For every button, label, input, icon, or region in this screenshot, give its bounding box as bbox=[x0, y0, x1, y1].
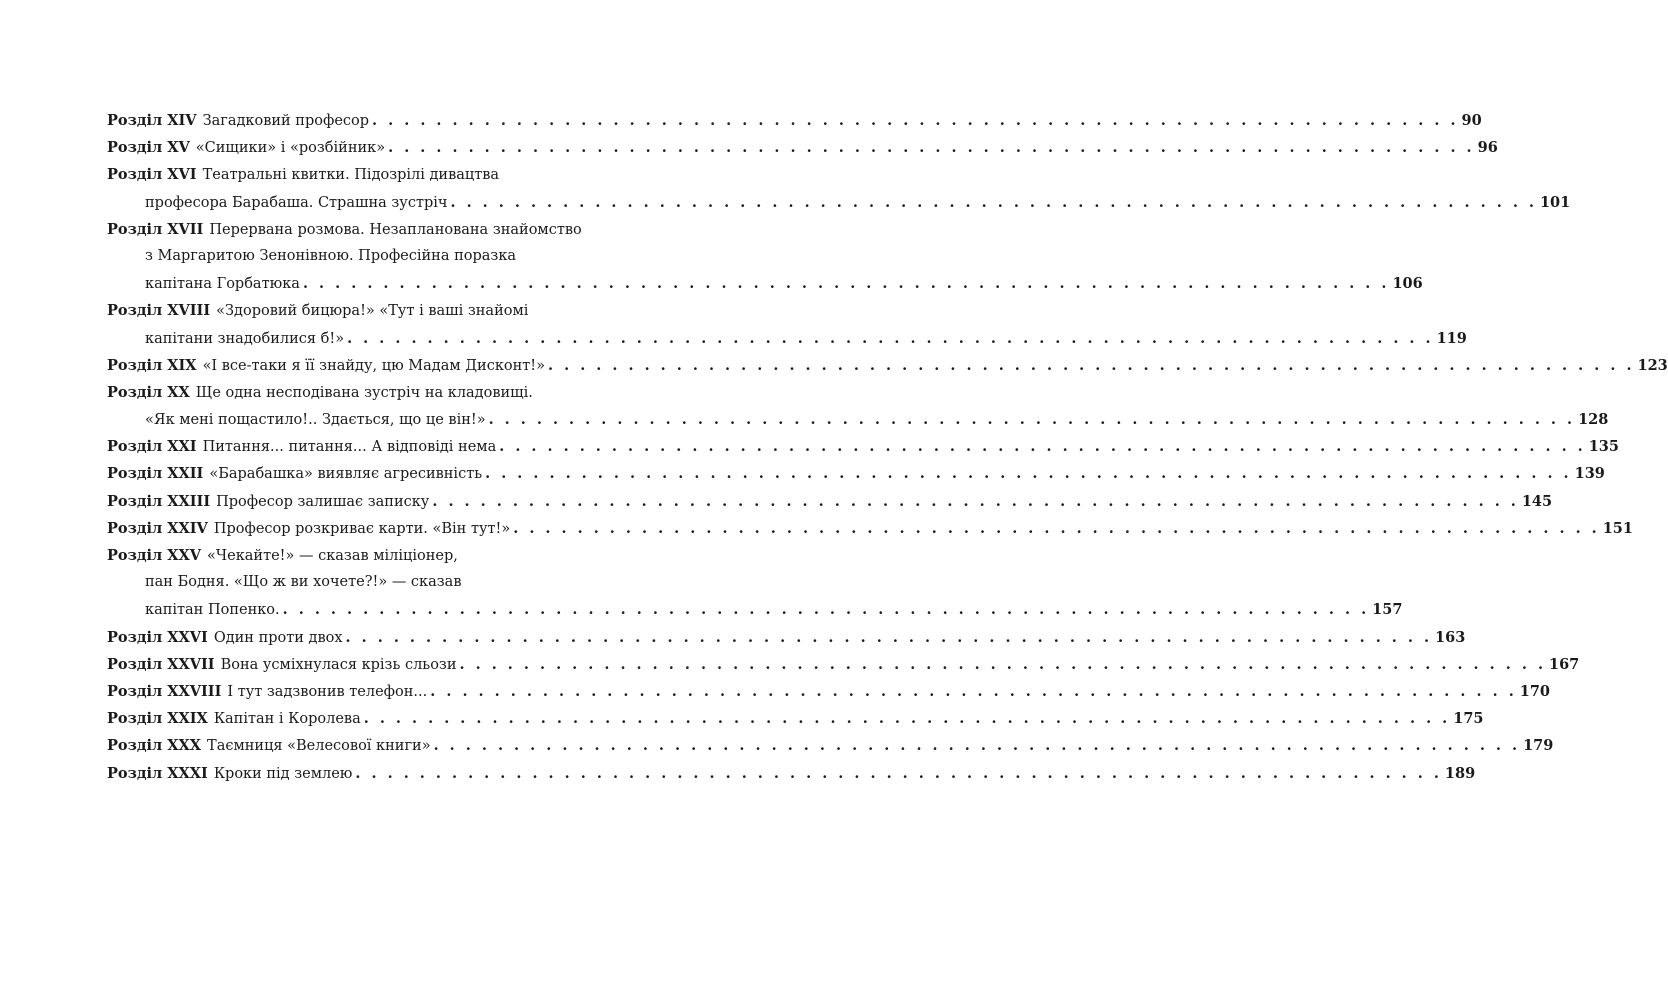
toc-entry-first-line bbox=[107, 678, 1551, 705]
toc-entry bbox=[107, 161, 1571, 215]
chapter-title: «Барабашка» виявляє агресивність bbox=[209, 466, 483, 483]
dot-leader bbox=[548, 352, 1635, 379]
chapter-title: Загадковий професор bbox=[202, 113, 370, 129]
page-number: 106 bbox=[1392, 275, 1423, 293]
toc-entry bbox=[107, 488, 1553, 515]
toc-entry-first-line bbox=[107, 134, 1498, 161]
chapter-title: «Здоровий бицюра!» «Тут і ваші знайомі bbox=[216, 303, 529, 320]
chapter-title: капітани знадобилися б!» bbox=[145, 330, 345, 347]
dot-leader bbox=[434, 732, 1521, 759]
page-number: 139 bbox=[1574, 465, 1605, 483]
dot-leader bbox=[460, 651, 1547, 678]
dot-leader bbox=[346, 624, 1433, 651]
toc-entry-first-line bbox=[107, 107, 1482, 134]
page-number: 175 bbox=[1453, 710, 1484, 728]
toc-entry bbox=[107, 216, 1423, 298]
chapter-label: Розділ XXIII bbox=[107, 492, 211, 510]
chapter-title: «Чекайте!» — сказав міліціонер, bbox=[207, 548, 458, 564]
chapter-label: Розділ XXII bbox=[107, 465, 204, 483]
chapter-title: «Як мені пощастило!.. Здається, що це він!» bbox=[145, 412, 486, 429]
dot-leader bbox=[388, 134, 1475, 161]
toc-entry bbox=[107, 134, 1498, 161]
chapter-title: Перервана розмова. Незапланована знайомство bbox=[209, 221, 582, 238]
toc-entry bbox=[107, 542, 1403, 624]
dot-leader bbox=[303, 270, 1390, 297]
page-number: 119 bbox=[1436, 329, 1467, 347]
page-number: 189 bbox=[1444, 764, 1476, 782]
page-number: 179 bbox=[1523, 737, 1554, 755]
dot-leader bbox=[432, 488, 1519, 515]
chapter-title: Театральні квитки. Підозрілі дивацтва bbox=[202, 167, 500, 184]
toc-entry bbox=[107, 379, 1609, 433]
dot-leader bbox=[430, 678, 1517, 705]
toc-entry bbox=[107, 678, 1551, 705]
dot-leader bbox=[450, 189, 1537, 216]
toc-entry-first-line bbox=[107, 297, 643, 324]
chapter-title: Таємниця «Велесової книги» bbox=[207, 738, 431, 755]
chapter-label: Розділ XXVIII bbox=[107, 682, 222, 700]
toc-entry-first-line bbox=[107, 352, 1668, 379]
toc-entry-first-line bbox=[107, 379, 643, 406]
toc-entry bbox=[107, 732, 1554, 759]
table-of-contents bbox=[107, 107, 1668, 787]
chapter-title: з Маргаритою Зенонівною. Професійна поразка bbox=[145, 247, 517, 264]
chapter-title: капітан Попенко. bbox=[145, 602, 280, 619]
toc-entry-first-line bbox=[107, 216, 643, 243]
chapter-title: Професор залишає записку bbox=[216, 493, 430, 510]
chapter-title: Професор розкриває карти. «Він тут!» bbox=[213, 520, 511, 537]
dot-leader bbox=[513, 515, 1600, 542]
chapter-label: Розділ XXXI bbox=[107, 764, 208, 782]
chapter-title: Кроки під землею bbox=[213, 765, 353, 782]
toc-entry-first-line bbox=[107, 732, 1554, 759]
chapter-label: Розділ XXV bbox=[107, 547, 202, 564]
chapter-title: професора Барабаша. Страшна зустріч bbox=[145, 194, 448, 211]
page-number: 101 bbox=[1539, 193, 1571, 211]
toc-entry-continuation-line bbox=[107, 406, 1609, 433]
page-number: 90 bbox=[1461, 112, 1482, 129]
toc-entry bbox=[107, 651, 1580, 678]
dot-leader bbox=[489, 406, 1576, 433]
toc-entry bbox=[107, 515, 1633, 542]
chapter-label: Розділ XXVI bbox=[107, 628, 208, 646]
chapter-label: Розділ XXX bbox=[107, 737, 202, 755]
toc-entry-first-line bbox=[107, 515, 1633, 542]
page-number: 157 bbox=[1372, 601, 1403, 619]
dot-leader bbox=[499, 433, 1586, 460]
toc-entry bbox=[107, 433, 1619, 460]
toc-entry bbox=[107, 705, 1484, 732]
dot-leader bbox=[364, 705, 1451, 732]
chapter-label: Розділ XX bbox=[107, 383, 190, 401]
chapter-title: Вона усміхнулася крізь сльози bbox=[220, 656, 457, 673]
page-number: 123 bbox=[1637, 356, 1668, 374]
dot-leader bbox=[372, 107, 1459, 134]
chapter-label: Розділ XVI bbox=[107, 166, 197, 184]
toc-entry-first-line bbox=[107, 460, 1605, 487]
chapter-title: І тут задзвонив телефон... bbox=[227, 683, 428, 700]
toc-entry-continuation-line bbox=[107, 270, 1423, 297]
page-number: 170 bbox=[1519, 682, 1551, 700]
page-number: 163 bbox=[1435, 628, 1466, 646]
toc-entry-continuation-line bbox=[107, 189, 1571, 216]
chapter-label: Розділ XXVII bbox=[107, 655, 215, 673]
chapter-label: Розділ XIV bbox=[107, 112, 197, 129]
toc-entry-first-line bbox=[107, 624, 1466, 651]
chapter-label: Розділ XV bbox=[107, 139, 190, 157]
page-number: 128 bbox=[1578, 411, 1609, 429]
chapter-label: Розділ XXIV bbox=[107, 519, 208, 537]
chapter-title: Ще одна несподівана зустріч на кладовищі. bbox=[195, 384, 533, 401]
page-number: 167 bbox=[1549, 655, 1580, 673]
toc-entry bbox=[107, 460, 1605, 487]
toc-entry-continuation-line bbox=[107, 325, 1467, 352]
toc-entry-first-line bbox=[107, 161, 643, 188]
toc-entry-continuation-line bbox=[107, 596, 1403, 623]
chapter-label: Розділ XVII bbox=[107, 220, 204, 238]
chapter-title: «Сищики» і «розбійник» bbox=[195, 140, 386, 157]
page-number: 135 bbox=[1588, 438, 1619, 456]
toc-entry-continuation-line bbox=[107, 243, 643, 270]
chapter-title: капітана Горбатюка bbox=[145, 276, 300, 293]
chapter-title: «І все-таки я її знайду, цю Мадам Дисконт!» bbox=[202, 357, 545, 374]
page-number: 96 bbox=[1477, 139, 1498, 157]
toc-entry-first-line bbox=[107, 651, 1580, 678]
toc-entry-first-line bbox=[107, 433, 1619, 460]
toc-entry-continuation-line bbox=[107, 569, 643, 596]
chapter-label: Розділ XXI bbox=[107, 438, 197, 456]
toc-entry bbox=[107, 107, 1482, 134]
toc-entry-first-line bbox=[107, 705, 1484, 732]
chapter-title: Питання... питання... А відповіді нема bbox=[202, 439, 497, 456]
page-number: 151 bbox=[1602, 519, 1633, 537]
toc-entry-first-line bbox=[107, 488, 1553, 515]
chapter-title: Один проти двох bbox=[213, 629, 343, 646]
chapter-label: Розділ XXIX bbox=[107, 710, 208, 728]
chapter-label: Розділ XIX bbox=[107, 356, 197, 374]
toc-entry-first-line bbox=[107, 760, 1476, 787]
toc-entry bbox=[107, 760, 1476, 787]
toc-entry bbox=[107, 352, 1668, 379]
chapter-title: пан Бодня. «Що ж ви хочете?!» — сказав bbox=[145, 574, 462, 591]
dot-leader bbox=[485, 460, 1572, 487]
toc-entry bbox=[107, 297, 1467, 351]
dot-leader bbox=[347, 325, 1434, 352]
dot-leader bbox=[355, 760, 1442, 787]
toc-entry bbox=[107, 624, 1466, 651]
chapter-label: Розділ XVIII bbox=[107, 302, 211, 320]
dot-leader bbox=[283, 596, 1370, 623]
chapter-title: Капітан і Королева bbox=[213, 711, 361, 728]
toc-entry-first-line bbox=[107, 542, 643, 569]
page-number: 145 bbox=[1521, 492, 1553, 510]
